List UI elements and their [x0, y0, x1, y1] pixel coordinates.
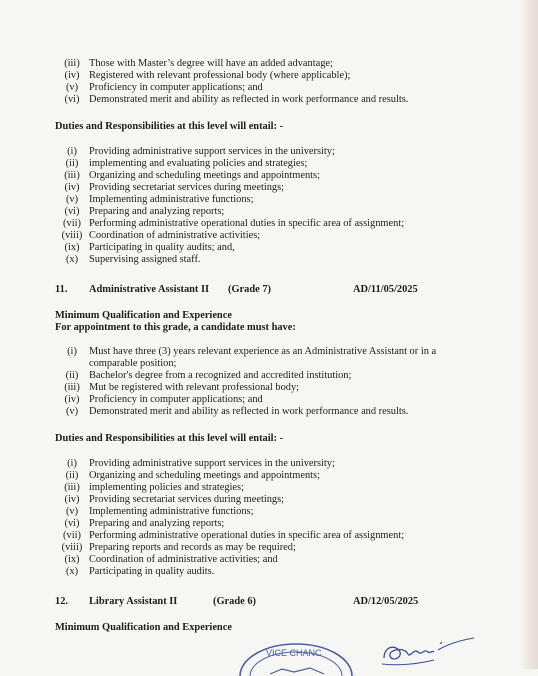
list-item: (viii) Preparing reports and records as may be required;: [61, 542, 296, 553]
list-item: (iv) Proficiency in computer applications; and: [64, 394, 263, 405]
list-item: (iv) Registered with relevant professional body (where applicable);: [64, 70, 351, 81]
list-item: (viii) Coordination of administrative activities;: [61, 230, 261, 241]
list-item: (ix) Coordination of administrative activities; and: [64, 554, 278, 565]
list-item: (i) Must have three (3) years relevant experience as an Administrative Assistant or in a: [67, 346, 437, 357]
list-item: (x) Supervising assigned staff.: [65, 254, 201, 265]
list-item: (v) Implementing administrative functions;: [65, 506, 254, 517]
list-item: (ii) Organizing and scheduling meetings and appointments;: [65, 470, 320, 481]
list-item: (i) Providing administrative support services in the university;: [67, 146, 335, 157]
min-qual-heading: Minimum Qualification and Experience: [55, 310, 232, 321]
list-item: (vi) Preparing and analyzing reports;: [64, 518, 225, 529]
list-item: (iii) Those with Master’s degree will have an added advantage;: [64, 58, 333, 69]
page-edge: [520, 0, 538, 669]
section-title: Library Assistant II: [89, 596, 178, 607]
list-item: (vii) Performing administrative operational duties in specific area of assignment;: [63, 218, 405, 229]
list-item: (ii) implementing and evaluating policies and strategies;: [65, 158, 308, 169]
list-item: (iii) Mut be registered with relevant professional body;: [64, 382, 300, 393]
list-item: (ii) Bachelor's degree from a recognized and accredited institution;: [65, 370, 352, 381]
section-number: 12.: [55, 596, 68, 607]
list-item-continued: comparable position;: [89, 358, 177, 369]
list-item: (x) Participating in quality audits.: [65, 566, 215, 577]
stamp-text: VICE CHANC: [266, 648, 322, 658]
list-item: (vi) Preparing and analyzing reports;: [64, 206, 225, 217]
list-item: (i) Providing administrative support services in the university;: [67, 458, 335, 469]
list-item: (vii) Performing administrative operational duties in specific area of assignment;: [63, 530, 405, 541]
section-ref: AD/11/05/2025: [353, 284, 418, 295]
section-grade: (Grade 6): [213, 596, 256, 607]
list-item: (iv) Providing secretariat services during meetings;: [64, 182, 285, 193]
list-item: (v) Proficiency in computer applications; and: [65, 82, 263, 93]
duties-heading: Duties and Responsibilities at this level will entail: -: [55, 121, 284, 132]
section-grade: (Grade 7): [228, 284, 271, 295]
list-item: (iv) Providing secretariat services during meetings;: [64, 494, 285, 505]
list-item: (v) Implementing administrative functions;: [65, 194, 254, 205]
signature-mark: [378, 636, 478, 670]
list-item: (ix) Participating in quality audits; and,: [64, 242, 235, 253]
duties-heading: Duties and Responsibilities at this level will entail: -: [55, 433, 284, 444]
section-ref: AD/12/05/2025: [353, 596, 419, 607]
section-title: Administrative Assistant II: [89, 284, 210, 295]
list-item: (vi) Demonstrated merit and ability as reflected in work performance and results.: [64, 94, 409, 105]
min-qual-heading: Minimum Qualification and Experience: [55, 622, 232, 633]
list-item: (v) Demonstrated merit and ability as reflected in work performance and results.: [65, 406, 409, 417]
vice-chancellor-stamp: [236, 636, 356, 676]
section-number: 11.: [55, 284, 68, 295]
list-item: (iii) Organizing and scheduling meetings and appointments;: [64, 170, 320, 181]
list-item: (iii)implementing policies and strategies;: [64, 482, 244, 493]
appointment-heading: For appointment to this grade, a candidate must have:: [55, 322, 296, 333]
